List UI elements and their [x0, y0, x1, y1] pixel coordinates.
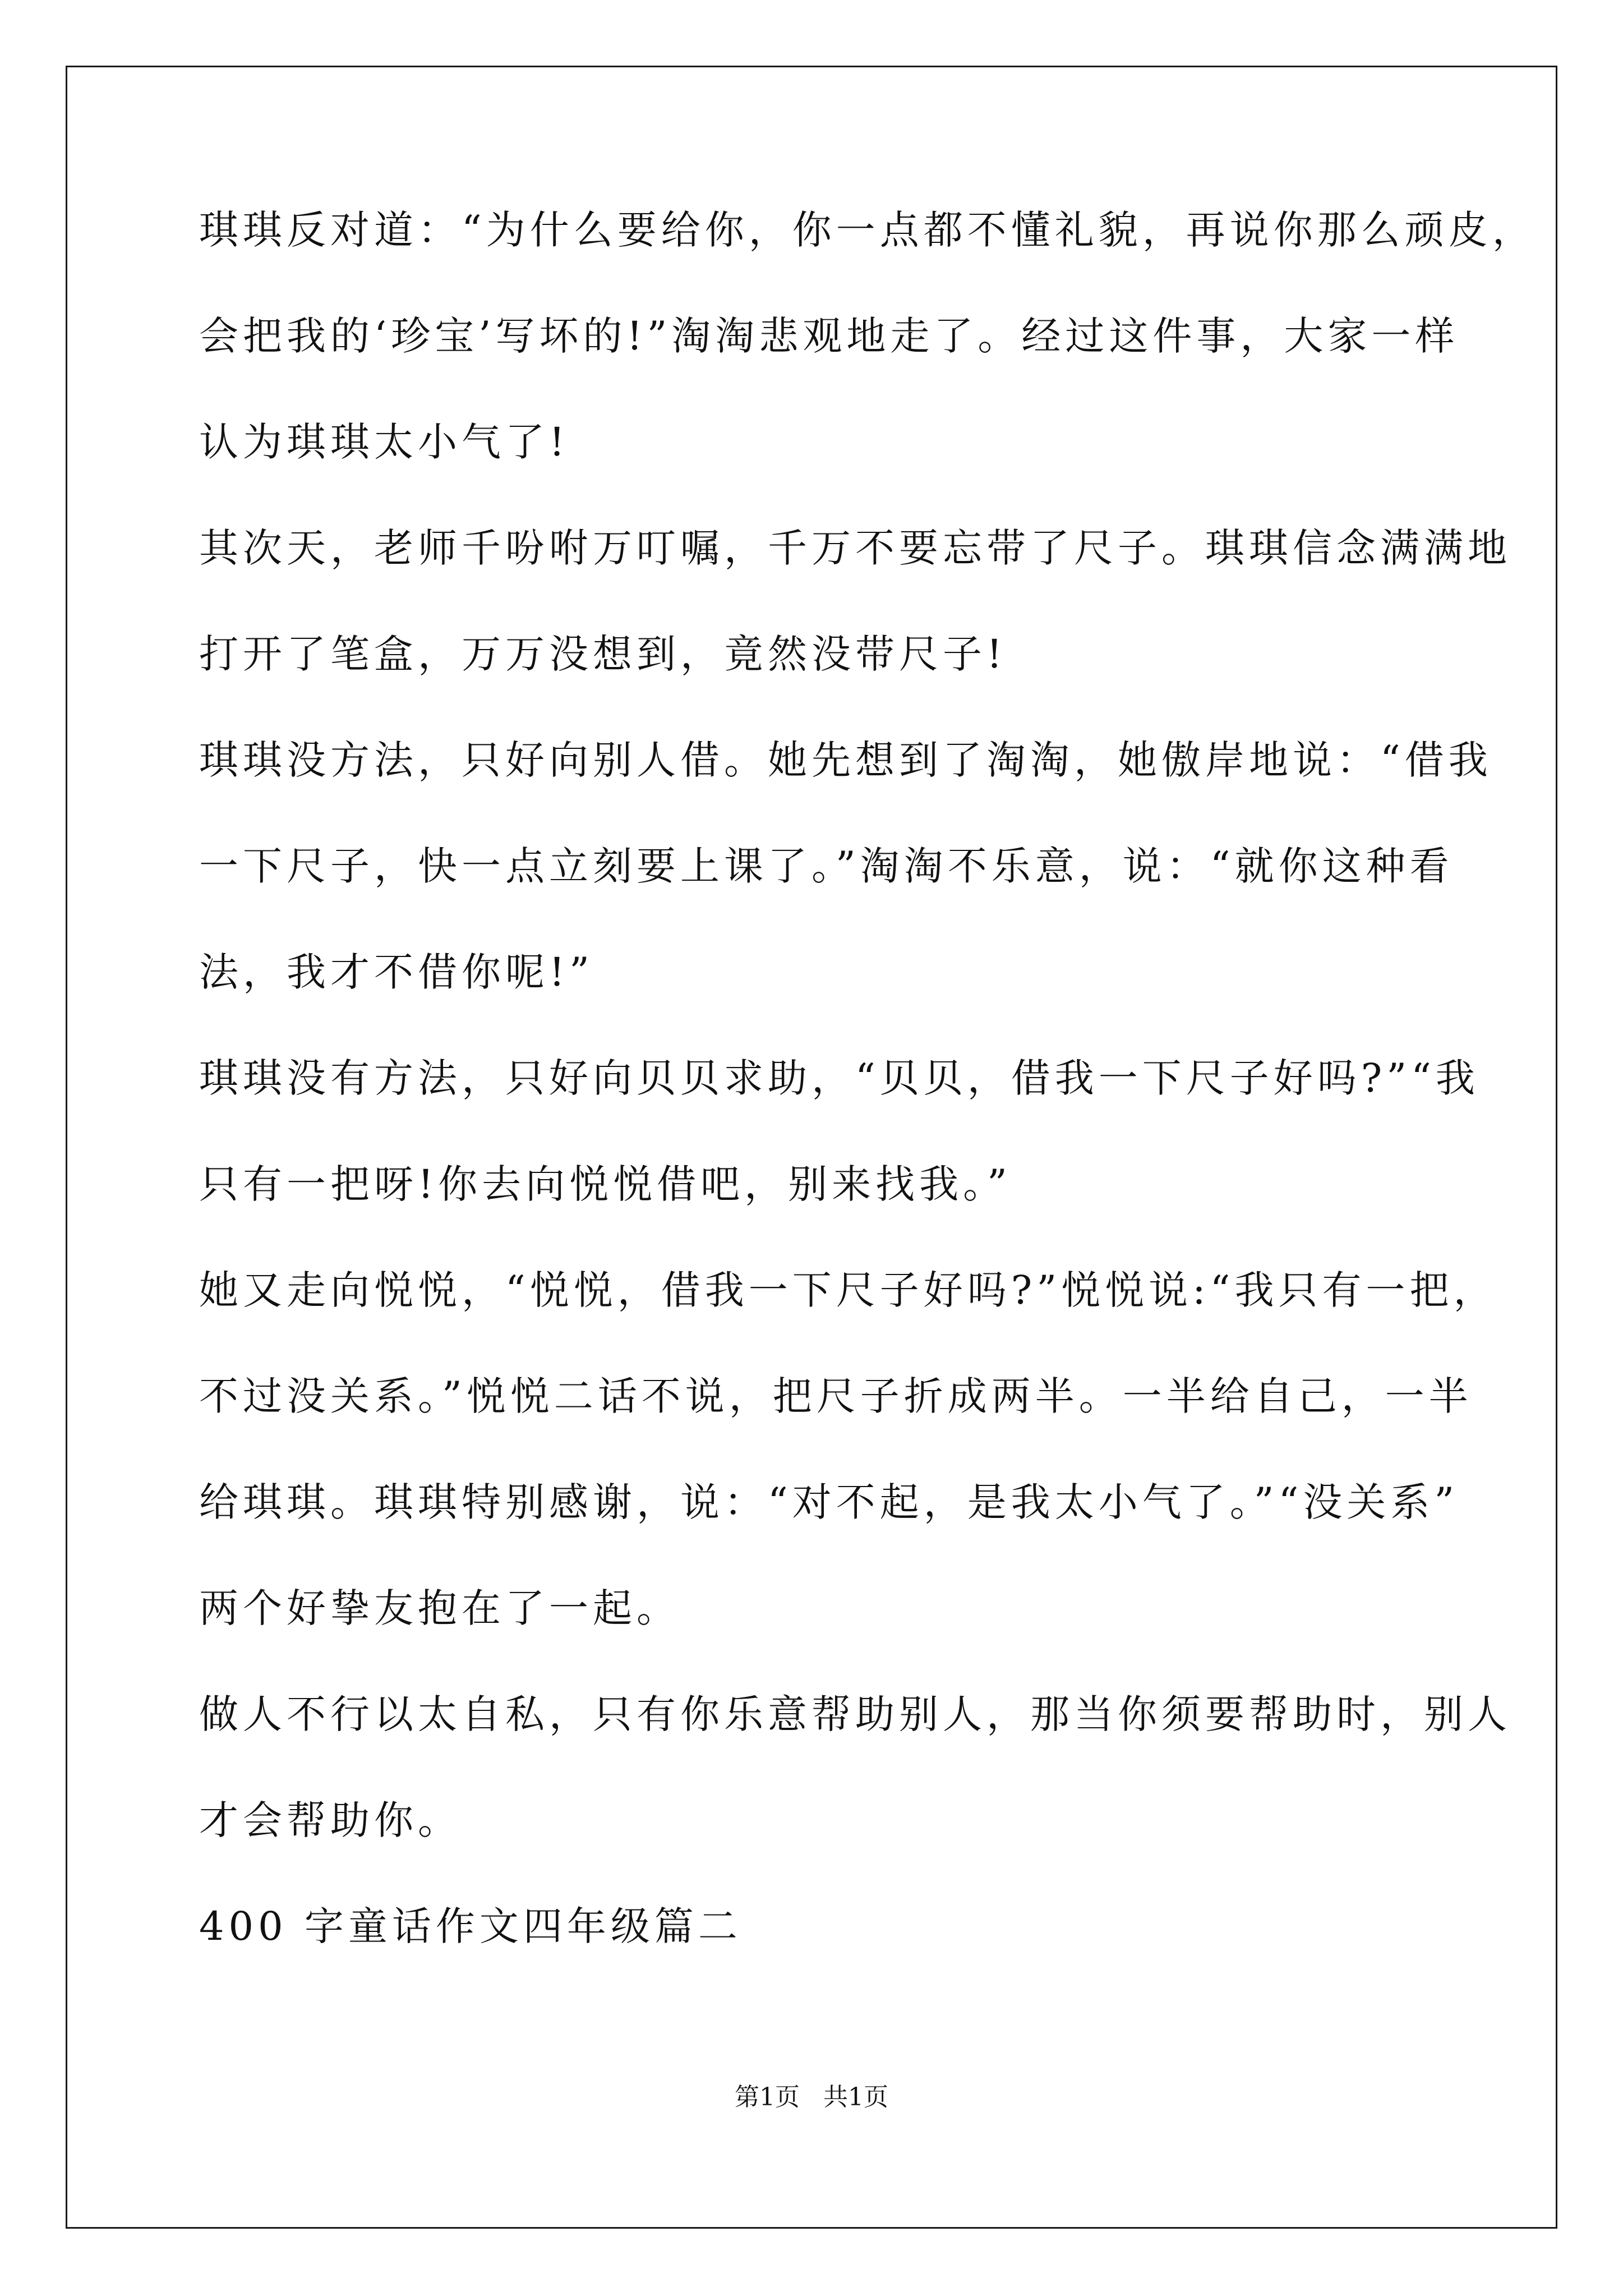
text-line: 认为琪琪太小气了!	[199, 419, 570, 465]
text-line: 只有一把呀!你去向悦悦借吧，别来找我。”	[199, 1161, 1012, 1207]
section-heading: 400 字童话作文四年级篇二	[199, 1903, 742, 1949]
text-line: 给琪琪。琪琪特别感谢，说：“对不起，是我太小气了。”“没关系”	[199, 1479, 1459, 1525]
text-line: 琪琪没有方法，只好向贝贝求助，“贝贝，借我一下尺子好吗?”“我	[199, 1055, 1479, 1101]
text-line: 才会帮助你。	[199, 1797, 462, 1843]
text-line: 做人不行以太自私，只有你乐意帮助别人，那当你须要帮助时，别人	[199, 1691, 1511, 1737]
text-line: 法，我才不借你呢!”	[199, 949, 594, 995]
text-line: 琪琪没方法，只好向别人借。她先想到了淘淘，她傲岸地说：“借我	[199, 737, 1492, 783]
text-line: 不过没关系。”悦悦二话不说，把尺子折成两半。一半给自己，一半	[199, 1373, 1473, 1419]
text-line: 打开了笔盒，万万没想到，竟然没带尺子!	[199, 631, 1007, 677]
text-line: 其次天，老师千吩咐万叮嘱，千万不要忘带了尺子。琪琪信念满满地	[199, 525, 1511, 571]
text-line: 她又走向悦悦，“悦悦，借我一下尺子好吗?”悦悦说:“我只有一把，	[199, 1267, 1497, 1313]
text-line: 一下尺子，快一点立刻要上课了。”淘淘不乐意，说：“就你这种看	[199, 843, 1454, 889]
page-number: 第1页 共1页	[735, 2083, 888, 2111]
text-line: 会把我的‘珍宝’写坏的!”淘淘悲观地走了。经过这件事，大家一样	[199, 313, 1459, 359]
text-line: 两个好挚友抱在了一起。	[199, 1585, 680, 1631]
text-line: 琪琪反对道：“为什么要给你，你一点都不懂礼貌，再说你那么顽皮，	[199, 207, 1536, 253]
document-body	[199, 207, 1536, 2013]
